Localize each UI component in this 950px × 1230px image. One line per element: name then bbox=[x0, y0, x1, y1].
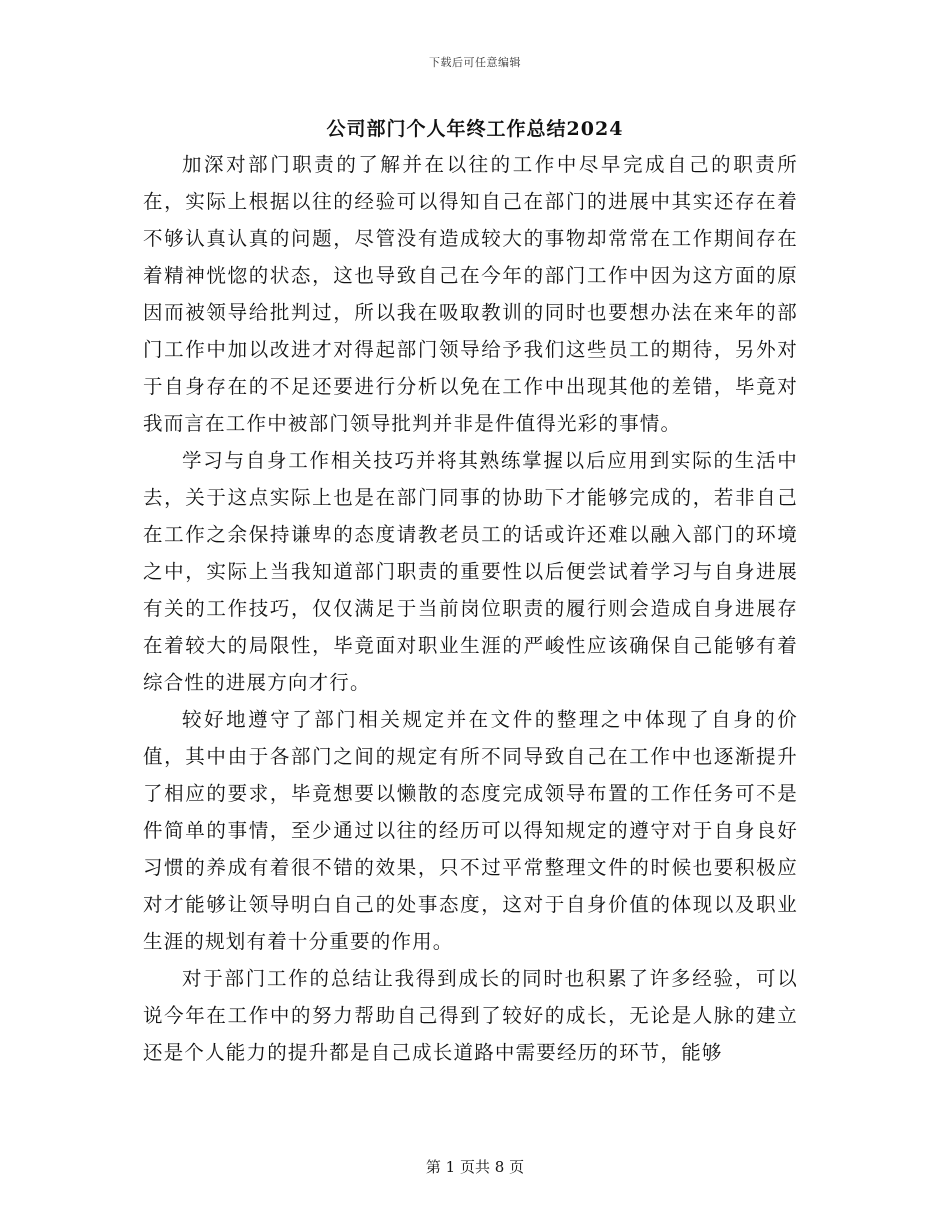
page-header: 下载后可任意编辑 bbox=[429, 56, 521, 69]
document-body bbox=[143, 146, 798, 1071]
document-title: 公司部门个人年终工作总结2024 bbox=[326, 118, 624, 140]
page-footer: 第 1 页共 8 页 bbox=[425, 1158, 525, 1176]
paragraph: 对于部门工作的总结让我得到成长的同时也积累了许多经验，可以说今年在工作中的努力帮助自己得到了较好的成长，无论是人脉的建立还是个人能力的提升都是自己成长道路中需要经历的环节，能够 bbox=[143, 967, 798, 1064]
paragraph: 较好地遵守了部门相关规定并在文件的整理之中体现了自身的价值，其中由于各部门之间的规定有所不同导致自己在工作中也逐渐提升了相应的要求，毕竟想要以懒散的态度完成领导布置的工作任务可不是件简单的事情，至少通过以往的经历可以得知规定的遵守对于自身良好习惯的养成有着很不错的效果，只不过平常整理文件的时候也要积极应对才能够让领导明白自己的处事态度，这对于自身价值的体现以及职业生涯的规划有着十分重要的作用。 bbox=[143, 708, 798, 953]
paragraph: 学习与自身工作相关技巧并将其熟练掌握以后应用到实际的生活中去，关于这点实际上也是在部门同事的协助下才能够完成的，若非自己在工作之余保持谦卑的态度请教老员工的话或许还难以融入部门的环境之中，实际上当我知道部门职责的重要性以后便尝试着学习与自身进展有关的工作技巧，仅仅满足于当前岗位职责的履行则会造成自身进展存在着较大的局限性，毕竟面对职业生涯的严峻性应该确保自己能够有着综合性的进展方向才行。 bbox=[143, 449, 798, 694]
paragraph: 加深对部门职责的了解并在以往的工作中尽早完成自己的职责所在，实际上根据以往的经验可以得知自己在部门的进展中其实还存在着不够认真认真的问题，尽管没有造成较大的事物却常常在工作期间存在着精神恍惚的状态，这也导致自己在今年的部门工作中因为这方面的原因而被领导给批判过，所以我在吸取教训的同时也要想办法在来年的部门工作中加以改进才对得起部门领导给予我们这些员工的期待，另外对于自身存在的不足还要进行分析以免在工作中出现其他的差错，毕竟对我而言在工作中被部门领导批判并非是件值得光彩的事情。 bbox=[143, 153, 798, 435]
